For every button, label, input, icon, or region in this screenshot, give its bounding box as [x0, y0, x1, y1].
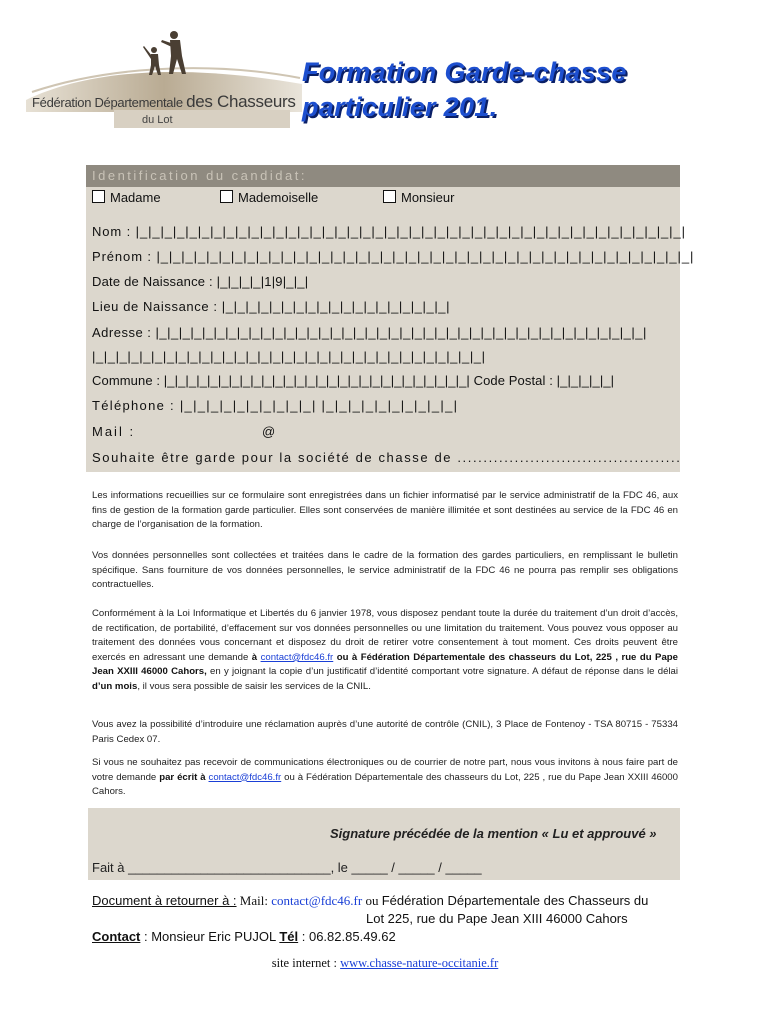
website-label: site internet : [271, 956, 341, 970]
form-header [86, 165, 680, 187]
nom-field[interactable]: Nom : |_|_|_|_|_|_|_|_|_|_|_|_|_|_|_|_|_|_|_|_|_|_|_|_|_|_|_|_|_|_|_|_|_|_|_|_|_|_|_|_|_|_|_|_| [92, 224, 686, 239]
civility-madame[interactable] [92, 190, 161, 206]
p3-text-a: Conformément à la Loi Informatique et Libertés du 6 janvier 1978, vous disposez pendant toute la durée du traitement d’un droit d’accès, de rectification, de portabilité, d’effacement sur vos données personnelles ou une limitation du traitement. Vous pouvez vous opposer au traitement des données vous concernant et disposez du droit de retirer votre consentement à tout moment. Ces droits peuvent être exercés en adressant une demande [92, 608, 678, 663]
p5-email-link[interactable]: contact@fdc46.fr [208, 771, 282, 783]
p3-bold-a: à [251, 651, 261, 663]
adresse-field-1[interactable]: Adresse : |_|_|_|_|_|_|_|_|_|_|_|_|_|_|_|_|_|_|_|_|_|_|_|_|_|_|_|_|_|_|_|_|_|_|_|_|_|_|_|_|_|_| [92, 325, 647, 340]
p3-bold-address: ou à Fédération Départementale des chasseurs du Lot, 225 , rue du Pape Jean XXIII 46000 Cahors, [92, 651, 678, 678]
return-mail-label: Mail: [236, 893, 272, 908]
checkbox-madame[interactable] [92, 190, 105, 203]
mail-label: Mail : [92, 424, 136, 439]
civility-madame-label: Madame [110, 190, 161, 205]
adresse-field-2[interactable]: |_|_|_|_|_|_|_|_|_|_|_|_|_|_|_|_|_|_|_|_|_|_|_|_|_|_|_|_|_|_|_|_|_| [92, 349, 486, 364]
p3-bold-mois: d’un mois [92, 680, 138, 692]
p3-text-c: en y joignant la copie d’un justificatif d’identité comportant votre signature. A défaut de réponse dans le délai [206, 666, 678, 678]
signature-mention: Signature précédée de la mention « Lu et approuvé » [330, 826, 657, 841]
mail-at-sign[interactable]: @ [262, 424, 276, 439]
p5-text-b: ou à Fédération Départementale des chasseurs du Lot, 225 , rue du Pape Jean XXIII 46000 Cahors. [92, 771, 678, 798]
logo-org-name [32, 92, 296, 112]
title-line-1: Formation Garde-chasse [302, 57, 627, 87]
logo-org-suffix: du Lot [142, 114, 173, 126]
return-mail-link[interactable]: contact@fdc46.fr [271, 893, 363, 908]
privacy-paragraph-2: Vos données personnelles sont collectées et traitées dans le cadre de la formation des gardes particuliers, en remplissant le bulletin spécifique. Sans fourniture de vos données personnelles, le service administratif de la FDC 46 ne pourra pas remplir ses obligations contractuelles. [92, 550, 678, 591]
p3-email-link[interactable]: contact@fdc46.fr [260, 651, 334, 663]
privacy-paragraph-1: Les informations recueillies sur ce formulaire sont enregistrées dans un fichier informatisé par le service administratif de la FDC 46, aux fins de gestion de la formation garde particulier. Elles sont conservées de manière illimitée et sont destinées au service de la FDC 46 en charge de l’organisation de la formation. [92, 490, 678, 531]
privacy-paragraph-4: Vous avez la possibilité d’introduire une réclamation auprès d’une autorité de contrôle (CNIL), 3 Place de Fontenoy - TSA 80715 - 75334 Paris Cedex 07. [92, 719, 678, 745]
date-naissance-field[interactable]: Date de Naissance : |_|_|_|_|1|9|_|_| [92, 274, 309, 289]
candidate-form [86, 165, 680, 472]
p3-text-d: , il vous sera possible de saisir les services de la CNIL. [137, 680, 371, 692]
return-ou: ou [362, 893, 382, 908]
checkbox-mademoiselle[interactable] [220, 190, 233, 203]
privacy-paragraph-3 [92, 607, 678, 695]
telephone-field[interactable]: Téléphone : |_|_|_|_|_|_|_|_|_|_| |_|_|_|_|_|_|_|_|_|_| [92, 398, 459, 413]
document-title [302, 55, 627, 125]
contact-label: Contact [92, 929, 141, 944]
tel-number: : 06.82.85.49.62 [298, 929, 396, 944]
form-header-label: Identification du candidat: [92, 168, 307, 183]
tel-label: Tél [279, 929, 299, 944]
signature-place-date-field[interactable]: Fait à ____________________________, le _____ / _____ / _____ [92, 860, 482, 875]
commune-codepostal-field[interactable]: Commune : |_|_|_|_|_|_|_|_|_|_|_|_|_|_|_|_|_|_|_|_|_|_|_|_|_|_|_|_| Code Postal : |_|_|_|_|_| [92, 373, 615, 388]
logo-org-prefix: Fédération Départementale [32, 95, 187, 110]
return-org-line-1: Fédération Départementale des Chasseurs du [381, 893, 649, 908]
civility-monsieur[interactable] [383, 190, 454, 206]
p5-bold: par écrit à [159, 771, 206, 783]
civility-mademoiselle-label: Mademoiselle [238, 190, 319, 205]
title-line-2: particulier 201. [302, 92, 498, 122]
civility-monsieur-label: Monsieur [401, 190, 455, 205]
prenom-field[interactable]: Prénom : |_|_|_|_|_|_|_|_|_|_|_|_|_|_|_|_|_|_|_|_|_|_|_|_|_|_|_|_|_|_|_|_|_|_|_|_|_|_|_|_|_|_|_| [92, 249, 695, 264]
return-label: Document à retourner à : [92, 893, 237, 908]
civility-mademoiselle[interactable] [220, 190, 318, 206]
contact-line [92, 929, 396, 944]
return-line [92, 893, 648, 909]
privacy-paragraph-5 [92, 756, 678, 800]
logo-band [114, 110, 290, 128]
lieu-naissance-field[interactable]: Lieu de Naissance : |_|_|_|_|_|_|_|_|_|_|_|_|_|_|_|_|_|_|_| [92, 299, 451, 314]
return-org-line-2: Lot 225, rue du Pape Jean XIII 46000 Cahors [366, 911, 628, 926]
checkbox-monsieur[interactable] [383, 190, 396, 203]
website-link[interactable]: www.chasse-nature-occitanie.fr [340, 956, 499, 970]
contact-name: : Monsieur Eric PUJOL [140, 929, 280, 944]
p5-text-a: Si vous ne souhaitez pas recevoir de communications électroniques ou de courrier de notre part, nous vous invitons à nous faire part de votre demande [92, 757, 678, 783]
website-line [0, 956, 770, 971]
logo-org-big: des Chasseurs [186, 92, 296, 111]
societe-field[interactable]: Souhaite être garde pour la société de chasse de ........................................... [92, 450, 682, 465]
